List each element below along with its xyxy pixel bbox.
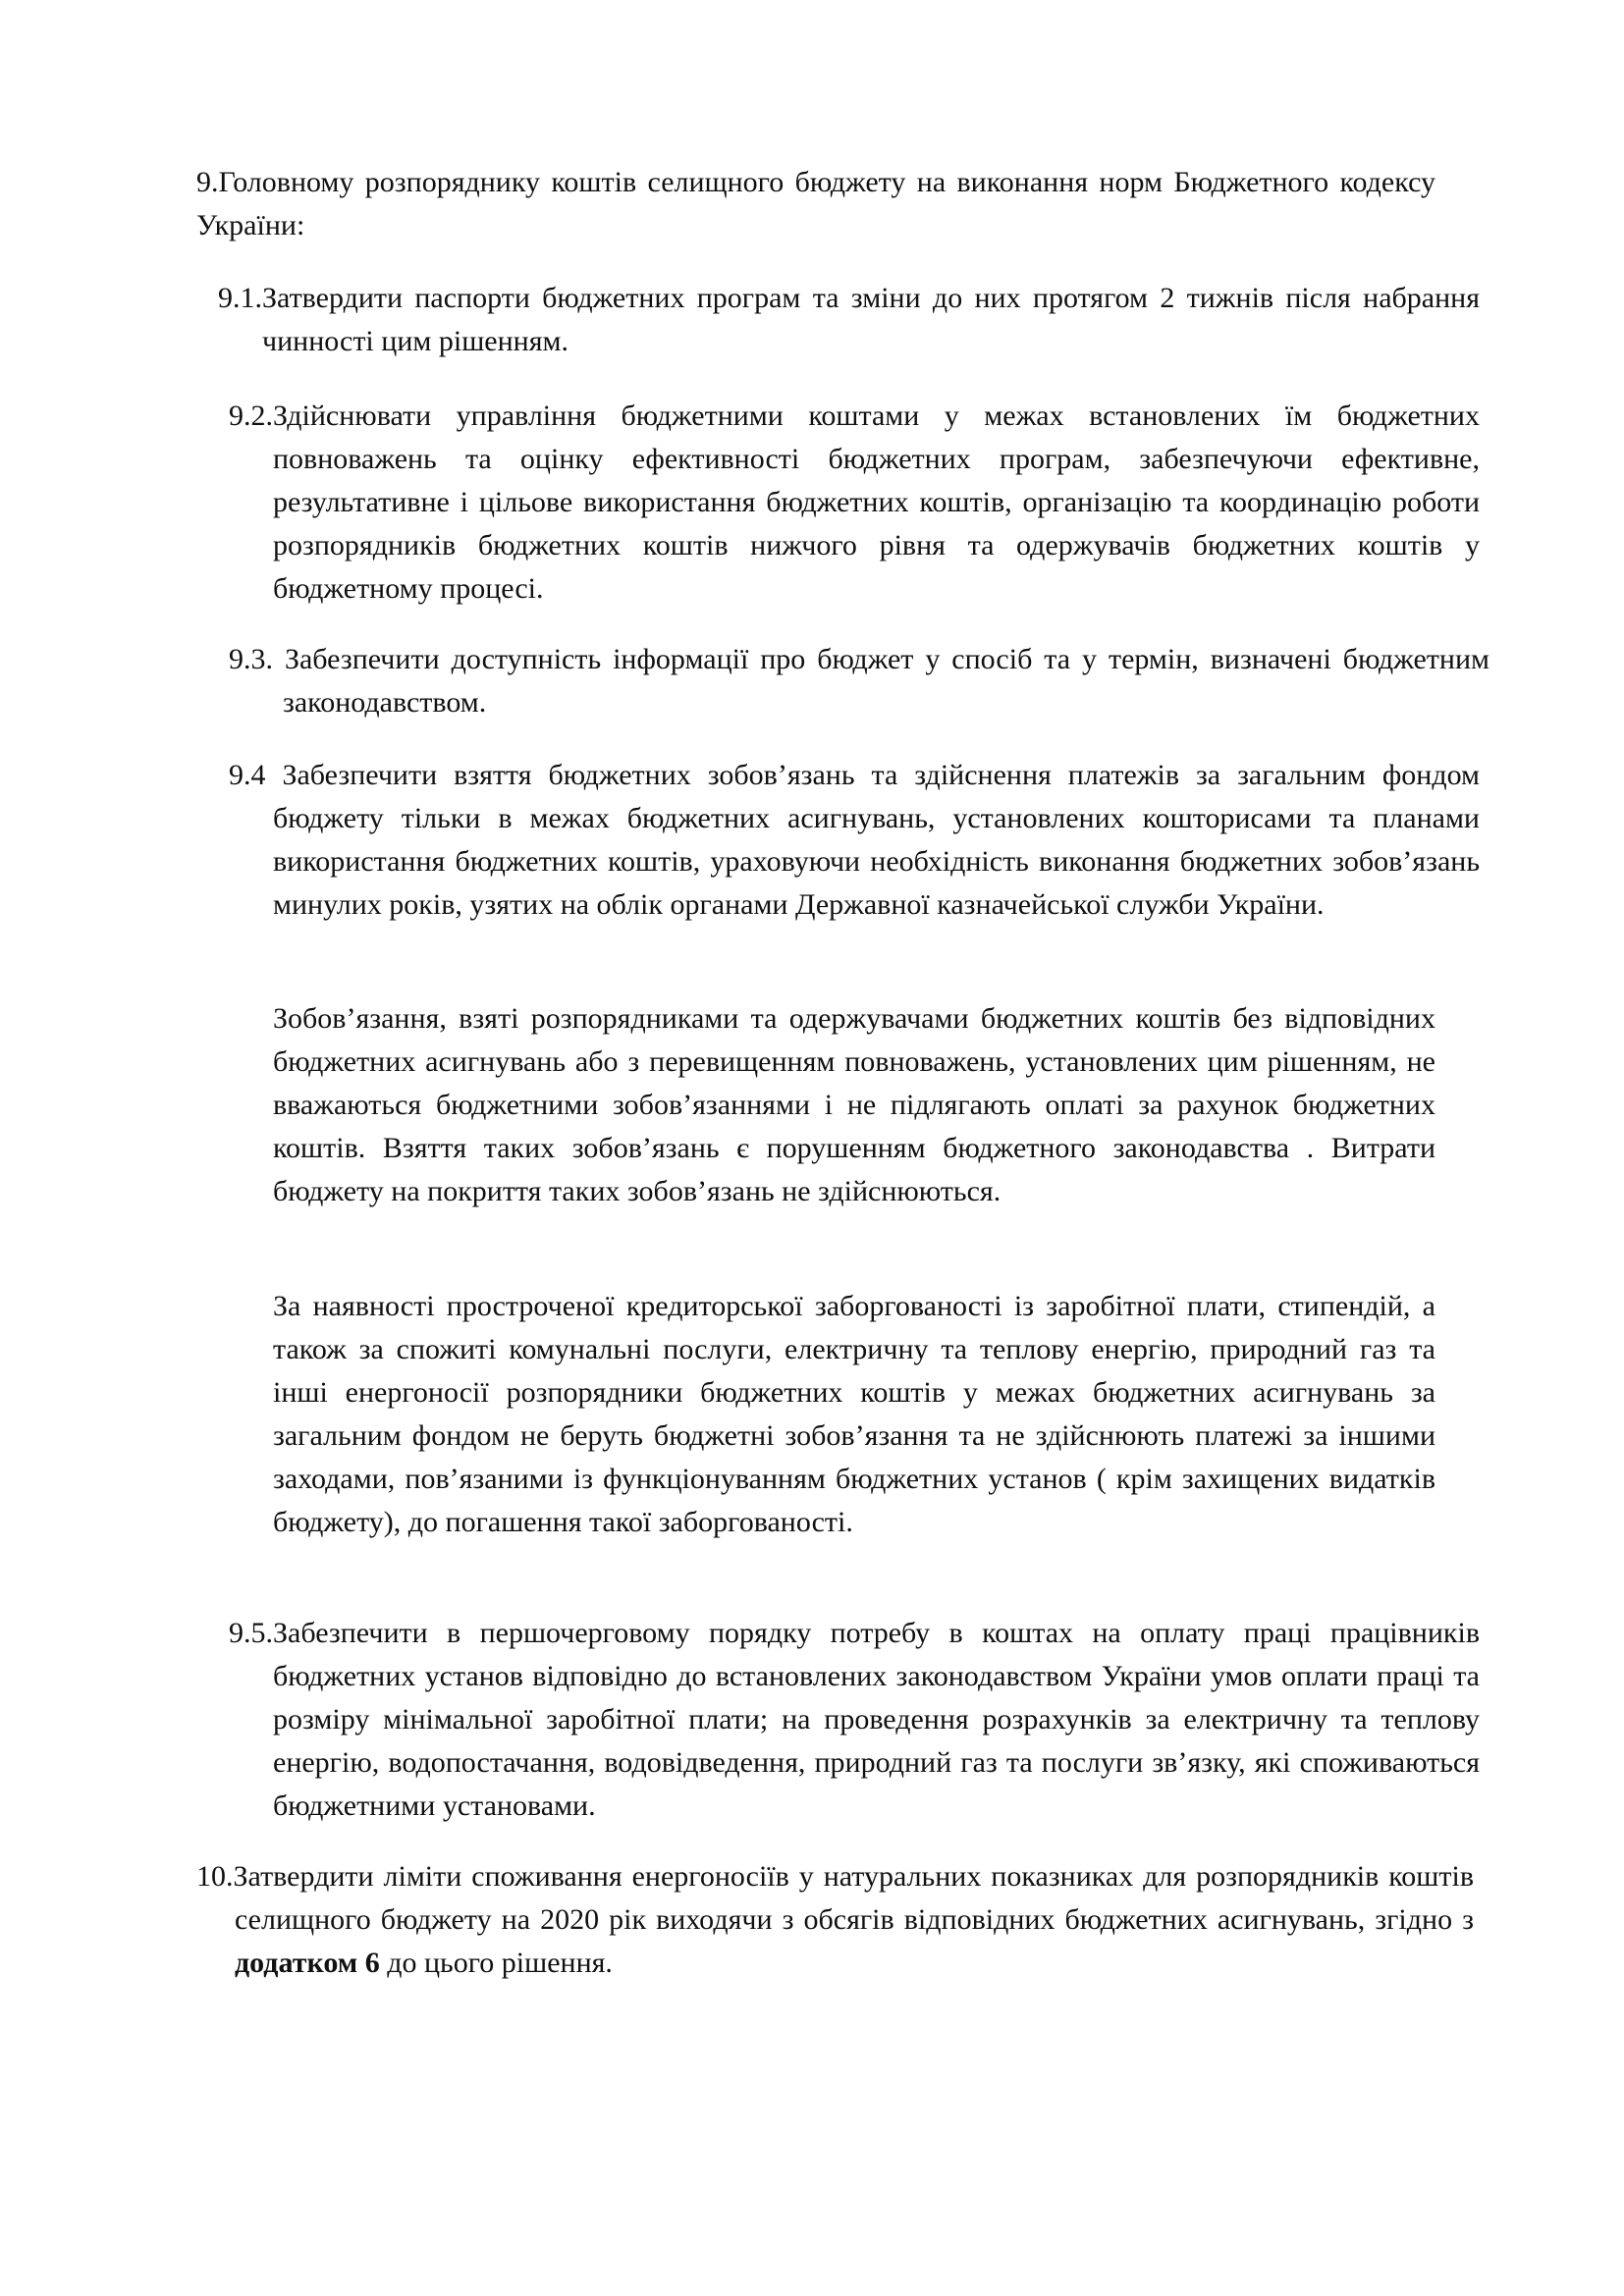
paragraph-9-2: 9.2.Здійснювати управління бюджетними коштами у межах встановлених їм бюджетних повноважень та оцінку ефективності бюджетних програм, забезпечуючи ефективне, результативне і цільове використання бюджетних коштів, організацію та координацію роботи розпорядників бюджетних коштів нижчого рівня та одержувачів бюджетних коштів у бюджетному процесі. (229, 400, 1480, 605)
paragraph-9-4-arrears: За наявності простроченої кредиторської заборгованості із заробітної плати, стипендій, а також за спожиті комунальні послуги, електричну та теплову енергію, природний газ та інші енергоносії розпорядники бюджетних коштів у межах бюджетних асигнувань за загальним фондом не беруть бюджетні зобов’язання та не здійснюють платежі за іншими заходами, пов’язаними із функціонуванням бюджетних установ ( крім захищених видатків бюджету), до погашення такої заборгованості. (273, 1290, 1435, 1538)
paragraph-9-4: 9.4 Забезпечити взяття бюджетних зобов’язань та здійснення платежів за загальним фондом бюджету тільки в межах бюджетних асигнувань, установлених кошторисами та планами використання бюджетних коштів, ураховуючи необхідність виконання бюджетних зобов’язань минулих років, узятих на облік органами Державної казначейської служби України. (229, 759, 1480, 921)
paragraph-10-text-start: 10.Затвердити ліміти споживання енергоносіїв у натуральних показниках для розпорядників коштів селищного бюджету на 2020 рік виходячи з обсягів відповідних бюджетних асигнувань, згідно з (196, 1860, 1474, 1936)
paragraph-9-5: 9.5.Забезпечити в першочерговому порядку потребу в коштах на оплату праці працівників бюджетних установ відповідно до встановлених законодавством України умов оплати праці та розміру мінімальної заробітної плати; на проведення розрахунків за електричну та теплову енергію, водопостачання, водовідведення, природний газ та послуги зв’язку, які споживаються бюджетними установами. (229, 1617, 1480, 1822)
paragraph-9-1: 9.1.Затвердити паспорти бюджетних програм та зміни до них протягом 2 тижнів після набрання чинності цим рішенням. (218, 282, 1480, 357)
paragraph-10-appendix-ref: додатком 6 (235, 1947, 380, 1979)
paragraph-9: 9.Головному розпоряднику коштів селищного бюджету на виконання норм Бюджетного кодексу України: (196, 166, 1435, 241)
paragraph-10 (196, 1855, 1474, 1985)
paragraph-9-3: 9.3. Забезпечити доступність інформації про бюджет у спосіб та у термін, визначені бюджетним законодавством. (229, 643, 1489, 719)
paragraph-10-text-end: до цього рішення. (379, 1947, 613, 1979)
paragraph-9-4-obligations: Зобов’язання, взяті розпорядниками та одержувачами бюджетних коштів без відповідних бюджетних асигнувань або з перевищенням повноважень, установлених цим рішенням, не вважаються бюджетними зобов’язаннями і не підлягають оплаті за рахунок бюджетних коштів. Взяття таких зобов’язань є порушенням бюджетного законодавства . Витрати бюджету на покриття таких зобов’язань не здійснюються. (273, 1002, 1435, 1207)
